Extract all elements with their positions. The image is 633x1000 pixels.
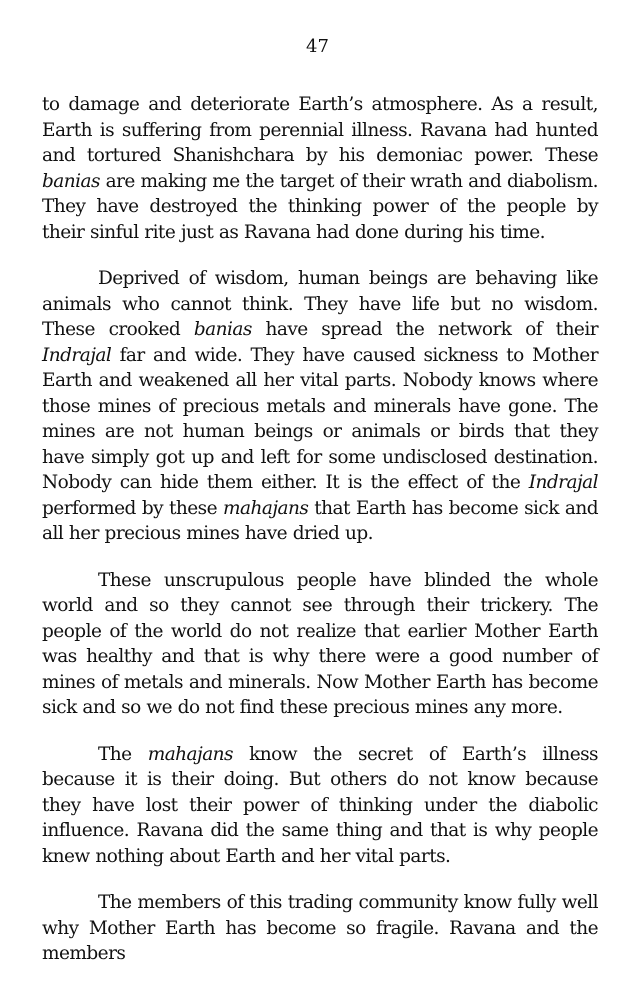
text-run: are making me the target of their wrath and diabolism. They have destroyed the thinking power of the people by their sinful rite just as Ravana had done during his time. — [42, 170, 598, 243]
body-text — [42, 92, 598, 967]
text-run: Deprived of wisdom, human beings are behaving like animals who cannot think. They have life but no wisdom. These crooked — [42, 268, 598, 340]
text-run: far and wide. They have caused sickness to Mother Earth and weakened all her vital parts. Nobody knows where those mines of precious metals and minerals have gone. The mines are not human beings or animals or birds that they have simply got up and left for some undisclosed destination. Nobody can hide them either. It is the effect of the — [42, 344, 598, 493]
page-number: 47 — [306, 36, 329, 57]
paragraph — [42, 266, 598, 547]
italic-term: Indrajal — [528, 472, 598, 493]
text-run: to damage and deteriorate Earth’s atmosphere. As a result, Earth is suffering from perennial illness. Ravana had hunted and tortured Shanishchara by his demoniac power. These — [42, 94, 598, 166]
paragraph — [42, 568, 598, 721]
text-run: have spread the network of their — [251, 319, 598, 340]
text-run: performed by these — [42, 497, 223, 519]
text-run: These unscrupulous people have blinded the whole world and so they cannot see through their trickery. The people of the world do not realize that earlier Mother Earth was healthy and that is why there were a good number of mines of metals and minerals. Now Mother Earth has become sick and so we do not find these precious mines any more. — [42, 569, 598, 718]
paragraph — [42, 742, 598, 870]
text-run: that Earth has become sick and all her precious mines have dried up. — [42, 497, 599, 544]
italic-term: mahajans — [147, 743, 233, 765]
italic-term: mahajans — [223, 497, 309, 519]
italic-term: banias — [193, 319, 252, 340]
text-run: The members of this trading community know fully well why Mother Earth has become so fragile. Ravana and the members — [42, 892, 598, 964]
italic-term: Indrajal — [42, 344, 112, 366]
italic-term: banias — [42, 170, 100, 192]
text-run: The — [98, 743, 148, 765]
text-run: know the secret of Earth’s illness because it is their doing. But others do not know because they have lost their power of thinking under the diabolic influence. Ravana did the same thing and that is why people knew nothing about Earth and her vital parts. — [42, 743, 598, 867]
paragraph — [42, 890, 598, 967]
paragraph — [42, 92, 598, 245]
